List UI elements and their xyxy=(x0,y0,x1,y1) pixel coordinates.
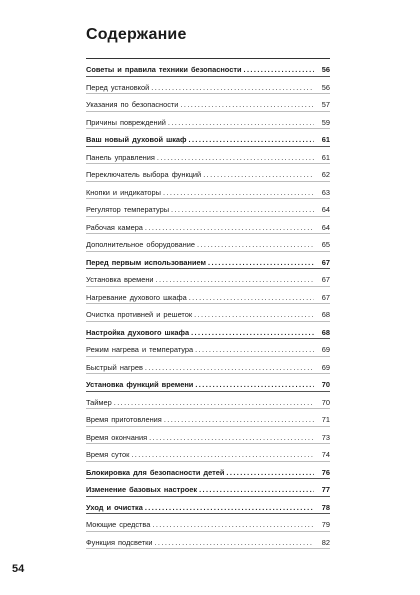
toc-entry-row[interactable] xyxy=(86,269,330,287)
toc-page-number: 65 xyxy=(321,240,330,249)
toc-entry-row[interactable] xyxy=(86,427,330,445)
toc-entry-row[interactable] xyxy=(86,532,330,550)
toc-dot-leader xyxy=(114,398,314,407)
toc-dot-leader xyxy=(226,468,314,477)
toc-dot-leader xyxy=(203,170,314,179)
toc-entry-row[interactable] xyxy=(86,514,330,532)
toc-page-number: 67 xyxy=(321,292,330,302)
toc-dot-leader xyxy=(152,520,314,529)
toc-section-row[interactable] xyxy=(86,374,330,392)
toc-dot-leader xyxy=(145,363,314,372)
toc-entry-title: Время приготовления xyxy=(86,415,162,424)
toc-page-number: 61 xyxy=(321,135,330,144)
toc-entry-row[interactable] xyxy=(86,182,330,200)
toc-dot-leader xyxy=(208,258,314,267)
toc-entry-row[interactable] xyxy=(86,77,330,95)
toc-section-row[interactable] xyxy=(86,59,330,77)
toc-section-row[interactable] xyxy=(86,479,330,497)
toc-dot-leader xyxy=(189,293,314,302)
toc-entry-title: Изменение базовых настроек xyxy=(86,485,198,494)
toc-entry-title: Быстрый нагрев xyxy=(86,362,143,372)
toc-entry-row[interactable] xyxy=(86,199,330,217)
page-number: 54 xyxy=(12,563,25,575)
toc-section-row[interactable] xyxy=(86,252,330,270)
toc-entry-row[interactable] xyxy=(86,164,330,182)
toc-entry-title: Указания по безопасности xyxy=(86,100,179,109)
toc-entry-title: Регулятор температуры xyxy=(86,205,169,214)
toc-page-number: 69 xyxy=(321,362,330,372)
table-of-contents xyxy=(86,58,330,549)
toc-page-number: 59 xyxy=(321,117,330,127)
toc-dot-leader xyxy=(244,65,315,74)
toc-entry-title: Панель управления xyxy=(86,152,155,162)
toc-entry-title: Блокировка для безопасности детей xyxy=(86,467,225,477)
toc-dot-leader xyxy=(180,100,314,109)
toc-entry-title: Нагревание духового шкафа xyxy=(86,292,187,302)
toc-page-number: 56 xyxy=(321,82,330,92)
toc-entry-title: Перед установкой xyxy=(86,82,150,92)
toc-dot-leader xyxy=(199,485,314,494)
toc-entry-title: Очистка противней и решеток xyxy=(86,310,193,319)
toc-entry-row[interactable] xyxy=(86,287,330,305)
toc-entry-row[interactable] xyxy=(86,444,330,462)
toc-entry-row[interactable] xyxy=(86,339,330,357)
toc-entry-title: Причины повреждений xyxy=(86,117,166,127)
toc-section-row[interactable] xyxy=(86,462,330,480)
page-title: Содержание xyxy=(86,26,187,43)
toc-dot-leader xyxy=(171,205,314,214)
toc-page-number: 82 xyxy=(321,537,330,547)
toc-page-number: 70 xyxy=(321,380,330,389)
toc-page-number: 63 xyxy=(321,187,330,197)
toc-dot-leader xyxy=(151,83,314,92)
toc-page-number: 76 xyxy=(321,467,330,477)
toc-entry-title: Время окончания xyxy=(86,432,148,442)
toc-entry-row[interactable] xyxy=(86,392,330,410)
toc-entry-title: Время суток xyxy=(86,450,130,459)
toc-dot-leader xyxy=(154,538,314,547)
toc-page-number: 71 xyxy=(321,415,330,424)
toc-dot-leader xyxy=(189,135,314,144)
toc-dot-leader xyxy=(197,240,314,249)
toc-entry-row[interactable] xyxy=(86,94,330,112)
toc-dot-leader xyxy=(195,345,314,354)
toc-page-number: 64 xyxy=(321,222,330,232)
toc-entry-title: Советы и правила техники безопасности xyxy=(86,65,242,74)
toc-entry-row[interactable] xyxy=(86,217,330,235)
toc-dot-leader xyxy=(195,380,314,389)
toc-page-number: 56 xyxy=(321,65,330,74)
toc-entry-title: Перед первым использованием xyxy=(86,257,206,267)
toc-entry-title: Режим нагрева и температура xyxy=(86,345,194,354)
toc-entry-title: Дополнительное оборудование xyxy=(86,240,195,249)
toc-page-number: 70 xyxy=(321,397,330,407)
toc-page-number: 62 xyxy=(321,170,330,179)
toc-entry-title: Таймер xyxy=(86,397,112,407)
toc-section-row[interactable] xyxy=(86,129,330,147)
toc-section-row[interactable] xyxy=(86,497,330,515)
toc-entry-title: Рабочая камера xyxy=(86,222,143,232)
toc-page-number: 57 xyxy=(321,100,330,109)
toc-entry-row[interactable] xyxy=(86,234,330,252)
toc-dot-leader xyxy=(163,188,314,197)
toc-page-number: 78 xyxy=(321,502,330,512)
toc-page-number: 79 xyxy=(321,520,330,529)
toc-page-number: 64 xyxy=(321,205,330,214)
toc-dot-leader xyxy=(157,153,314,162)
toc-entry-row[interactable] xyxy=(86,409,330,427)
toc-entry-row[interactable] xyxy=(86,357,330,375)
toc-page-number: 68 xyxy=(321,310,330,319)
toc-entry-row[interactable] xyxy=(86,147,330,165)
toc-page-number: 77 xyxy=(321,485,330,494)
toc-page-number: 61 xyxy=(321,152,330,162)
toc-page-number: 67 xyxy=(321,275,330,284)
toc-dot-leader xyxy=(156,275,314,284)
toc-entry-title: Установка времени xyxy=(86,275,154,284)
toc-entry-title: Кнопки и индикаторы xyxy=(86,187,161,197)
toc-dot-leader xyxy=(194,310,314,319)
toc-entry-title: Уход и очистка xyxy=(86,502,143,512)
toc-page-number: 69 xyxy=(321,345,330,354)
toc-page-number: 67 xyxy=(321,257,330,267)
toc-entry-title: Переключатель выбора функций xyxy=(86,170,202,179)
toc-page-number: 74 xyxy=(321,450,330,459)
toc-entry-title: Функция подсветки xyxy=(86,537,153,547)
toc-entry-title: Ваш новый духовой шкаф xyxy=(86,135,187,144)
toc-dot-leader xyxy=(149,433,314,442)
toc-entry-row[interactable] xyxy=(86,112,330,130)
toc-section-row[interactable] xyxy=(86,322,330,340)
toc-entry-title: Моющие средства xyxy=(86,520,151,529)
toc-dot-leader xyxy=(145,223,314,232)
toc-entry-title: Установка функций времени xyxy=(86,380,194,389)
toc-entry-title: Настройка духового шкафа xyxy=(86,327,190,337)
toc-dot-leader xyxy=(145,503,314,512)
toc-page-number: 68 xyxy=(321,327,330,337)
toc-dot-leader xyxy=(168,118,314,127)
toc-entry-row[interactable] xyxy=(86,304,330,322)
toc-dot-leader xyxy=(164,415,314,424)
toc-page-number: 73 xyxy=(321,432,330,442)
toc-dot-leader xyxy=(191,328,314,337)
toc-dot-leader xyxy=(131,450,314,459)
